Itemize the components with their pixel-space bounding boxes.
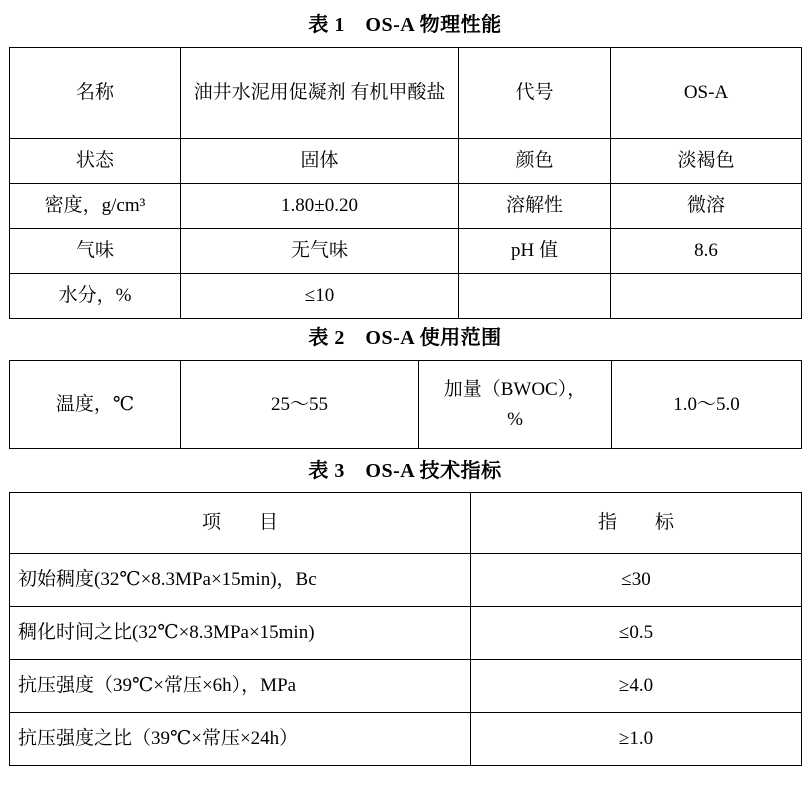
table-cell: 淡褐色 [611, 139, 802, 184]
table-cell: 1.80±0.20 [181, 184, 459, 229]
usage-range-table [9, 360, 802, 449]
table-cell: 气味 [10, 229, 181, 274]
table-cell: 水分，% [10, 274, 181, 319]
physical-properties-table [9, 47, 802, 319]
table-cell: 抗压强度之比（39℃×常压×24h） [10, 713, 471, 766]
table-cell: 密度，g/cm³ [10, 184, 181, 229]
table-row [10, 607, 802, 660]
table-cell: 名称 [10, 48, 181, 139]
table1-caption: 表 1 OS-A 物理性能 [308, 14, 502, 36]
table-cell: pH 值 [459, 229, 611, 274]
table-cell: 无气味 [181, 229, 459, 274]
table-row [10, 48, 802, 139]
table-cell: 抗压强度（39℃×常压×6h），MPa [10, 660, 471, 713]
table-row [10, 660, 802, 713]
table-cell: OS-A [611, 48, 802, 139]
table2-caption: 表 2 OS-A 使用范围 [308, 327, 502, 349]
table-cell: 8.6 [611, 229, 802, 274]
table-cell: ≤10 [181, 274, 459, 319]
table-cell: 稠化时间之比(32℃×8.3MPa×15min) [10, 607, 471, 660]
table-cell: 1.0～5.0 [612, 361, 802, 449]
table-cell: 油井水泥用促凝剂 有机甲酸盐 [181, 48, 459, 139]
table-cell [611, 274, 802, 319]
table-cell: 颜色 [459, 139, 611, 184]
column-header: 指 标 [471, 493, 802, 554]
table-row [10, 139, 802, 184]
table-row [10, 554, 802, 607]
table-cell: 代号 [459, 48, 611, 139]
column-header: 项 目 [10, 493, 471, 554]
table-row [10, 229, 802, 274]
table-cell [459, 274, 611, 319]
table-row [10, 184, 802, 229]
table-row [10, 713, 802, 766]
table-cell: ≥1.0 [471, 713, 802, 766]
table-cell: ≤30 [471, 554, 802, 607]
table-cell: 加量（BWOC），% [419, 361, 612, 449]
technical-index-table [9, 492, 802, 766]
table-cell: 固体 [181, 139, 459, 184]
table-header-row [10, 493, 802, 554]
table3-caption: 表 3 OS-A 技术指标 [308, 460, 502, 482]
table-cell: ≥4.0 [471, 660, 802, 713]
table-cell: 温度，℃ [10, 361, 181, 449]
table-row [10, 361, 802, 449]
table-cell: 微溶 [611, 184, 802, 229]
table-cell: 溶解性 [459, 184, 611, 229]
table-row [10, 274, 802, 319]
table-cell: 状态 [10, 139, 181, 184]
table-cell: ≤0.5 [471, 607, 802, 660]
table-cell: 25～55 [181, 361, 419, 449]
table-cell: 初始稠度(32℃×8.3MPa×15min)，Bc [10, 554, 471, 607]
